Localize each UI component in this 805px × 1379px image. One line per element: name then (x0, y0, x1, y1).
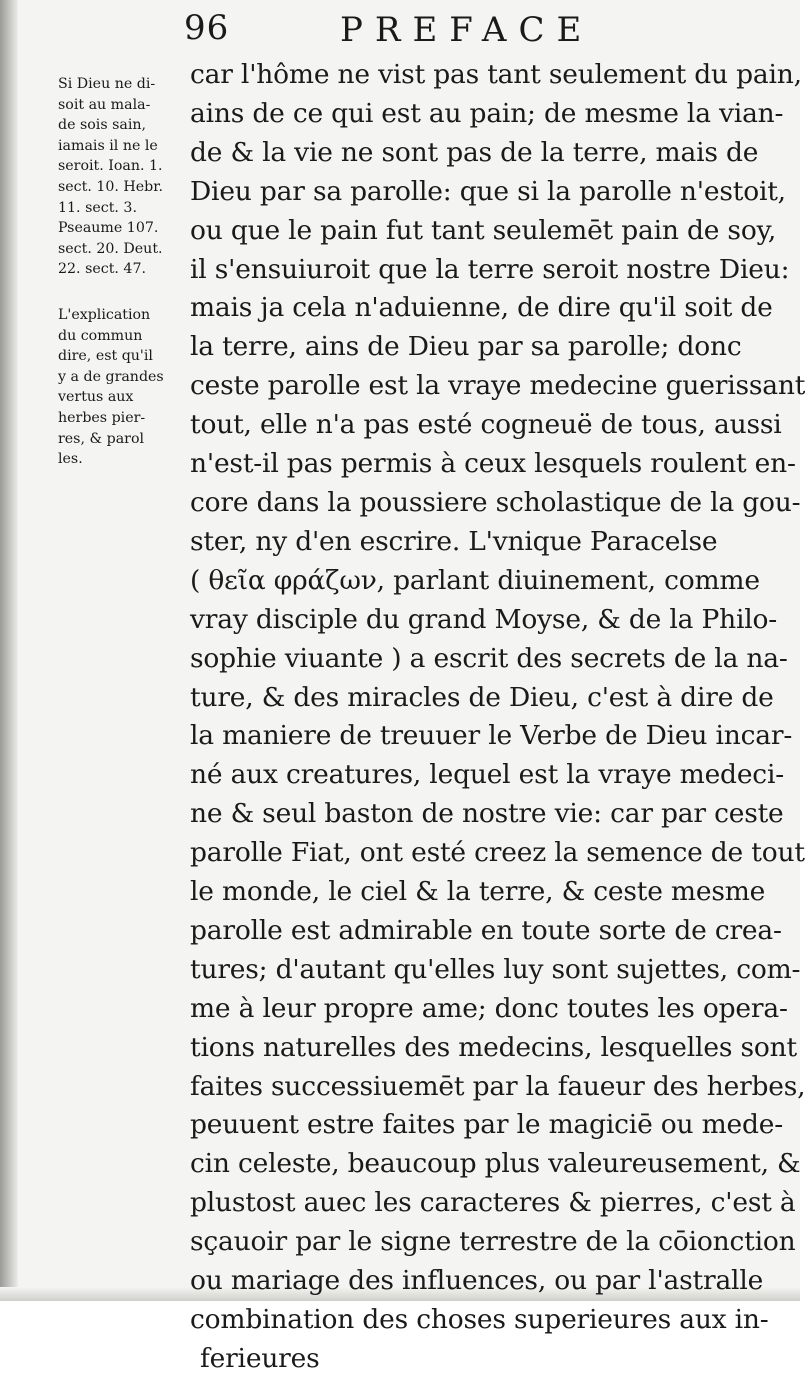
text-line: ture, & des miracles de Dieu, c'est à dire de (190, 681, 774, 713)
text-line: Dieu par sa parolle: que si la parolle n'estoit, (190, 175, 786, 207)
text-line: faites successiuemēt par la faueur des herbes, (190, 1070, 805, 1102)
running-title: PREFACE (340, 10, 594, 50)
text-line: me à leur propre ame; donc toutes les opera- (190, 992, 788, 1024)
margin-note-line: vertus aux (58, 389, 134, 406)
margin-note-line: Si Dieu ne di- (58, 76, 156, 92)
margin-note-line: Pseaume 107. (58, 220, 159, 237)
text-line: sophie viuante ) a escrit des secrets de la na- (190, 642, 788, 674)
margin-note-line: 11. sect. 3. (58, 199, 137, 216)
margin-note-explication (58, 305, 186, 470)
text-line: car l'hôme ne vist pas tant seulement du pain, (190, 59, 802, 90)
page-header (184, 8, 784, 58)
margin-note-line: y a de grandes (58, 368, 164, 385)
margin-note-line: de sois sain, (58, 117, 147, 134)
text-line: tures; d'autant qu'elles luy sont sujettes, com- (190, 953, 801, 985)
text-line: ne & seul baston de nostre vie: car par ceste (190, 798, 784, 830)
text-line: ster, ny d'en escrire. L'vnique Paracelse (190, 525, 718, 557)
text-line: ou mariage des influences, ou par l'astralle (190, 1265, 764, 1297)
text-line: plustost auec les caracteres & pierres, c'est à (190, 1187, 796, 1219)
text-line: ains de ce qui est au pain; de mesme la vian- (190, 97, 784, 129)
text-line: peuuent estre faites par le magiciē ou mede- (190, 1109, 784, 1141)
text-line: de & la vie ne sont pas de la terre, mais de (190, 136, 759, 168)
margin-note-line: res, & parol (58, 430, 145, 447)
margin-note-line: herbes pier- (58, 409, 146, 426)
page-number: 96 (184, 8, 230, 48)
text-line: la terre, ains de Dieu par sa parolle; donc (190, 331, 742, 363)
margin-note-line: sect. 10. Hebr. (58, 178, 163, 195)
main-text-block (190, 56, 805, 1379)
text-line: il s'ensuiuroit que la terre seroit nostre Dieu: (190, 253, 790, 285)
margin-note-line: iamais il ne le (58, 137, 158, 154)
margin-note-line: seroit. Ioan. 1. (58, 158, 163, 175)
text-line: tions naturelles des medecins, lesquelles sont (190, 1031, 797, 1063)
margin-note-line: les. (58, 451, 83, 468)
margin-note-scripture-references (58, 74, 186, 280)
text-line: parolle est admirable en toute sorte de crea- (190, 914, 782, 946)
margin-note-line: L'explication (58, 307, 151, 323)
margin-note-line: du commun (58, 327, 143, 344)
text-line: tout, elle n'a pas esté cogneuë de tous, aussi (190, 409, 782, 441)
text-line: vray disciple du grand Moyse, & de la Philo- (190, 603, 777, 635)
text-line: né aux creatures, lequel est la vraye medeci- (190, 759, 784, 791)
text-line: la maniere de treuuer le Verbe de Dieu incar- (190, 720, 793, 752)
margin-note-line: sect. 20. Deut. (58, 240, 163, 257)
text-line: core dans la poussiere scholastique de la gou- (190, 486, 801, 518)
text-line: le monde, le ciel & la terre, & ceste mesme (190, 876, 766, 908)
margin-note-line: soit au mala- (58, 96, 151, 113)
text-line: cin celeste, beaucoup plus valeureusement, & (190, 1148, 801, 1180)
margin-note-line: 22. sect. 47. (58, 261, 146, 278)
text-line: combination des choses superieures aux in- (190, 1304, 769, 1335)
text-line: ferieures (200, 1342, 320, 1374)
text-line: ceste parolle est la vraye medecine guerissant (190, 370, 805, 402)
text-line: sçauoir par le signe terrestre de la cōionction (190, 1226, 796, 1258)
text-line: ( θεῖα φράζων, parlant diuinement, comme (190, 564, 760, 596)
text-line: ou que le pain fut tant seulemēt pain de soy, (190, 214, 777, 246)
page-edge-shadow (0, 0, 18, 1301)
text-line: n'est-il pas permis à ceux lesquels roulent en- (190, 448, 796, 480)
text-line: parolle Fiat, ont esté creez la semence de tout (190, 837, 805, 869)
text-line: mais ja cela n'aduienne, de dire qu'il soit de (190, 292, 773, 324)
margin-note-line: dire, est qu'il (58, 348, 153, 365)
